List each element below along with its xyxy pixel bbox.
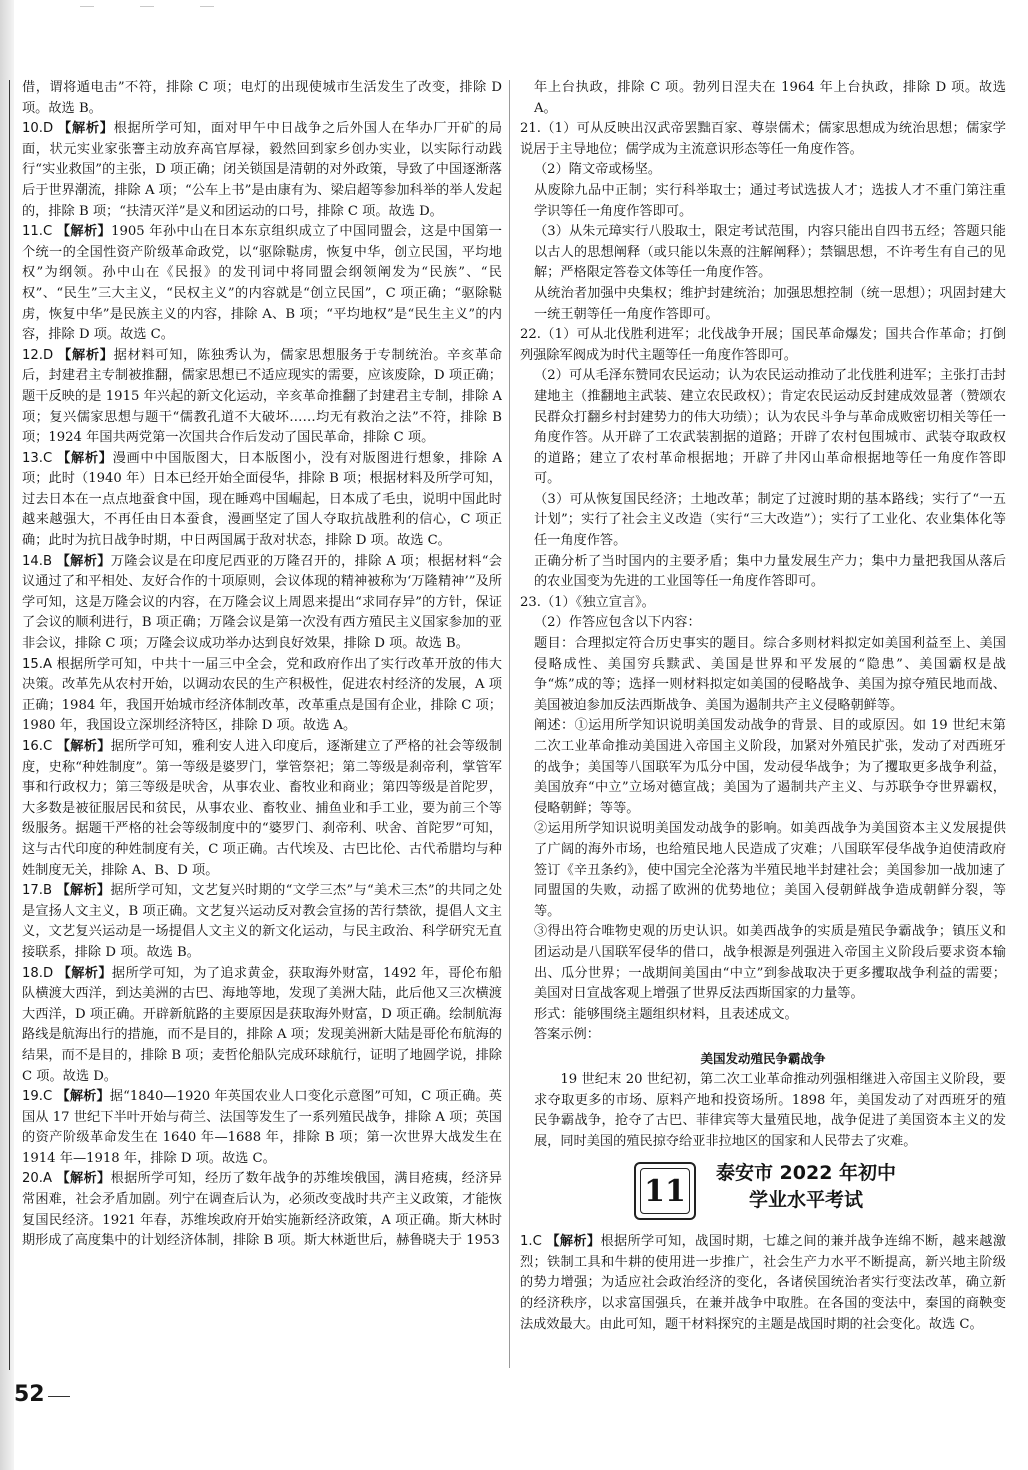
answer-text: 根据所学可知，战国时期，七雄之间的兼并战争连绵不断，越来越激烈；铁制工具和牛耕的使用进一步推广，社会生产力水平不断提高，新兴地主阶级的势力增强；为适应社会政治经济的变化，各诸侯国统治者实行变法改革，确立新的经济秩序，以求富国强兵，在兼并战争中取胜。在各国的变法中，秦国的商鞅变法成效最大。由此可知，题干材料探究的主题是战国时期的社会变化。故选 C。 xyxy=(520,1234,1006,1332)
q22-part: 正确分析了当时国内的主要矛盾；集中力量发展生产力；集中力量把我国从落后的农业国变为先进的工业国等任一角度作答即可。 xyxy=(534,553,1006,590)
answer-text: 据所学可知，文艺复兴时期的“文学三杰”与“美术三杰”的共同之处是宣扬人文主义，B 项正确。文艺复兴运动反对教会宣扬的苦行禁欲，提倡人文主义，文艺复兴运动是一场提倡人文主义的新文化运动，与民主政治、科学研究无直接联系，排除 D 项。故选 B。 xyxy=(22,883,502,960)
exam-title-line1: 泰安市 2022 年初中 xyxy=(715,1162,897,1185)
answer-text: 据“1840—1920 年英国农业人口变化示意图”可知，C 项正确。英国从 17 世纪下半叶开始与荷兰、法国等发生了一系列殖民战争，排除 A 项；英国的资产阶级革命发生在 1640 年—1688 年，排除 B 项；第一次世界大战发生在 1914 年—1918 年，排除 D 项。故选 C。 xyxy=(22,1089,502,1166)
answer-number: 15.A xyxy=(22,656,52,672)
answer-number: 10.D xyxy=(22,121,54,137)
q23-part: 题目：合理拟定符合历史事实的题目。综合多则材料拟定如美国利益至上、美国侵略成性、美国穷兵黩武、美国是世界和平发展的“隐患”、美国霸权是战争“炼”成的等；选择一则材料拟定如美国的侵略战争、美国为掠夺殖民地而战、美国被迫参加反法西斯战争、美国为遏制共产主义侵略朝鲜等。 xyxy=(534,636,1006,713)
answer-item-12 xyxy=(22,346,502,449)
q22-part: （3）可从恢复国民经济；土地改革；制定了过渡时期的基本路线；实行了“一五计划”；实行了社会主义改造（实行“三大改造”）；实行了工业化、农业集体化等任一角度作答。 xyxy=(534,491,1006,549)
answer-number: 20.A xyxy=(22,1171,52,1187)
answer-item-19 xyxy=(22,1087,502,1169)
answer-item-22 xyxy=(520,325,1006,593)
answer-item-15 xyxy=(22,655,502,737)
q23-part: （2）作答应包含以下内容： xyxy=(534,615,701,631)
answer-item-11 xyxy=(22,222,502,346)
q21-part: （3）从朱元璋实行八股取士，限定考试范围，内容只能出自四书五经；答题只能以古人的思想阐释（或只能以朱熹的注解阐释）；禁锢思想，不许考生有自己的见解；严格限定答卷文体等任一角度作答。 xyxy=(534,224,1006,281)
essay-body: 19 世纪末 20 世纪初，第二次工业革命推动列强相继进入帝国主义阶段，要求夺取更多的市场、原料产地和投资场所。1898 年，美国发动了对西班牙的殖民争霸战争，抢夺了古巴、菲律宾等大量殖民地，战争促进了美国资本主义的发展，同时美国的殖民掠夺给亚非拉地区的国家和人民带去了灾难。 xyxy=(534,1071,1006,1149)
analysis-tag: 【解析】 xyxy=(56,553,111,569)
exam-number-badge xyxy=(634,1162,696,1220)
essay-title: 美国发动殖民争霸战争 xyxy=(700,1050,826,1066)
answer-text: 据所学可知，雅利安人进入印度后，逐渐建立了严格的社会等级制度，史称“种姓制度”。第一等级是婆罗门，掌管祭祀；第二等级是刹帝利，掌管军事和行政权力；第三等级是吠舍，从事农业、畜牧业和商业；第四等级是首陀罗，大多数是被征服居民和贫民，从事农业、畜牧业、捕鱼业和手工业，要为前三个等级服务。据题干严格的社会等级制度中的“婆罗门、刹帝利、吠舍、首陀罗”可知，这与古代印度的种姓制度有关，C 项正确。古代埃及、古巴比伦、古代希腊均与种姓制度无关，排除 A、B、D 项。 xyxy=(22,739,502,878)
analysis-tag: 【解析】 xyxy=(56,224,112,240)
answer-number: 14.B xyxy=(22,553,53,569)
page-number-rule xyxy=(48,1396,70,1397)
q21-part: 从废除九品中正制；实行科举取士；通过考试选拔人才；选拔人才不重门第注重学识等任一角度作答即可。 xyxy=(534,182,1006,219)
answer-text: 根据所学可知，经历了数年战争的苏维埃俄国，满目疮痍，经济异常困难，社会矛盾加剧。列宁在调查后认为，必须改变战时共产主义政策，才能恢复国民经济。1921 年春，苏维埃政府开始实施新经济政策，A 项正确。斯大林时期形成了高度集中的计划经济体制，排除 B 项。斯大林逝世后，赫鲁晓夫于 1953 xyxy=(22,1171,502,1249)
analysis-tag: 【解析】 xyxy=(546,1234,601,1250)
answer-text: 漫画中中国版图大，日本版图小，没有对版图进行想象，排除 A 项；此时（1940 年）日本已经开始全面侵华，排除 B 项；根据材料及所学可知，过去日本在一点点地蚕食中国，现在睡鸡中国崛起，日本成了毛虫，说明中国此时越来越强大，不再任由日本蚕食，漫画坚定了国人夺取抗战胜利的信心，C 项正确；此时为抗日战争时期，中日两国属于敌对状态，排除 D 项。故选 C。 xyxy=(22,450,502,549)
analysis-tag: 【解析】 xyxy=(58,347,114,363)
answer-continuation: 年上台执政，排除 C 项。勃列日涅夫在 1964 年上台执政，排除 D 项。故选 A。 xyxy=(534,80,1006,116)
column-divider xyxy=(509,80,510,1368)
analysis-tag: 【解析】 xyxy=(58,121,114,137)
analysis-tag: 【解析】 xyxy=(57,965,112,981)
q23-part: 答案示例： xyxy=(534,1027,600,1043)
analysis-tag: 【解析】 xyxy=(56,739,111,754)
exam-banner xyxy=(520,1158,1006,1224)
analysis-tag: 【解析】 xyxy=(57,450,113,466)
exam-title-line2: 学业水平考试 xyxy=(748,1189,863,1212)
page-number: 52 xyxy=(14,1382,45,1407)
answer-item-17 xyxy=(22,881,502,963)
answer-number: 12.D xyxy=(22,347,54,363)
answer-text: 据所学可知，为了追求黄金，获取海外财富，1492 年，哥伦布船队横渡大西洋，到达美洲的古巴、海地等地，发现了美洲大陆，此后他又三次横渡大西洋，D 项正确。开辟新航路的主要原因是获取海外财富，D 项正确。绘制航海路线是航海出行的措施，而不是目的，排除 A 项；发现美洲新大陆是哥伦布航海的结果，而不是目的，排除 B 项；麦哲伦船队完成环球航行，证明了地圆学说，排除 C 项。故选 D。 xyxy=(22,965,502,1084)
answer-item-1 xyxy=(520,1232,1006,1335)
answer-text: 根据所学可知，中共十一届三中全会，党和政府作出了实行改革开放的伟大决策。改革先从农村开始，以调动农民的生产积极性，促进农村经济的发展，A 项正确；1984 年，我国开始城市经济体制改革，改革重点是国有企业，排除 C 项；1980 年，我国设立深圳经济特区，排除 D 项。故选 A。 xyxy=(22,656,502,734)
answer-item-23 xyxy=(520,593,1006,1046)
answer-number: 17.B xyxy=(22,883,53,899)
answer-number: 1.C xyxy=(520,1234,542,1250)
answer-item-10 xyxy=(22,119,502,222)
q22-part: 22.（1）可从北伐胜利进军；北伐战争开展；国民革命爆发；国共合作革命；打倒列强除军阀成为时代主题等任一角度作答即可。 xyxy=(520,327,1006,363)
q21-part: （2）隋文帝或杨坚。 xyxy=(534,162,662,178)
right-column xyxy=(520,78,1006,1335)
analysis-tag: 【解析】 xyxy=(56,1089,110,1105)
answer-item xyxy=(22,78,502,119)
answer-item-18 xyxy=(22,964,502,1088)
answer-text: 根据所学可知，面对甲午中日战争之后外国人在华办厂开矿的局面，状元实业家张謇主动放弃高官厚禄，毅然回到家乡创办实业，以实际行动践行“实业救国”的主张，D 项正确；闭关锁国是清朝的对外政策，导致了中国逐渐落后于世界潮流，排除 A 项；“公车上书”是由康有为、梁启超等参加科举的举人发起的，排除 B 项；“扶清灭洋”是义和团运动的口号，排除 C 项。故选 D。 xyxy=(22,121,502,219)
exam-title xyxy=(706,1160,906,1214)
left-column xyxy=(22,78,502,1252)
answer-text: 1905 年孙中山在日本东京组织成立了中国同盟会，这是中国第一个统一的全国性资产阶级革命政党，以“驱除鞑虏，恢复中华，创立民国，平均地权”为纲领。孙中山在《民报》的发刊词中将同盟会纲领阐发为“民族”、“民权”、“民生”三大主义，“民权主义”的内容就是“创立民国”，C 项正确；“驱除鞑虏，恢复中华”是民族主义的内容，排除 A、B 项；“平均地权”是“民生主义”的内容，排除 D 项。故选 C。 xyxy=(22,224,502,343)
gutter-rule xyxy=(9,80,10,1370)
scan-marks xyxy=(80,6,280,12)
q21-part: 从统治者加强中央集权；维护封建统治；加强思想控制（统一思想）；巩固封建大一统王朝等任一角度作答即可。 xyxy=(534,285,1006,322)
answer-item-20 xyxy=(22,1169,502,1251)
answer-text: 借，谓将遁电击”不符，排除 C 项；电灯的出现使城市生活发生了改变，排除 D 项。故选 B。 xyxy=(22,80,502,116)
answer-number: 13.C xyxy=(22,450,53,466)
q23-part: 阐述：①运用所学知识说明美国发动战争的背景、目的或原因。如 19 世纪末第二次工业革命推动美国进入帝国主义阶段，加紧对外殖民扩张，发动了对西班牙的战争；美国等八国联军为瓜分中国，发动侵华战争；为了攫取更多战争利益，美国放弃“中立”立场对德宣战；美国为了遏制共产主义、与苏联争夺世界霸权，侵略朝鲜；等等。 xyxy=(534,718,1006,816)
q23-part: 形式：能够围绕主题组织材料，且表述成文。 xyxy=(534,1006,798,1022)
binding-gutter xyxy=(0,0,14,1470)
q23-part: ③得出符合唯物史观的历史认识。如美西战争的实质是殖民争霸战争；镇压义和团运动是八国联军侵华的借口，战争根源是列强进入帝国主义阶段后要求资本输出、瓜分世界；一战期间美国由“中立”到参战取决于更多攫取战争利益的需要；美国对日宣战客观上增强了世界反法西斯国家的力量等。 xyxy=(534,924,1006,1002)
answer-number: 16.C xyxy=(22,739,53,754)
analysis-tag: 【解析】 xyxy=(56,883,111,899)
analysis-tag: 【解析】 xyxy=(56,1171,111,1187)
answer-text: 据材料可知，陈独秀认为，儒家思想服务于专制统治。辛亥革命后，封建君主专制被推翻，儒家思想已不适应现实的需要，应该废除，D 项正确；题干反映的是 1915 年兴起的新文化运动，辛亥革命推翻了封建君主专制，排除 A 项；复兴儒家思想与题干“儒教孔道不大破坏……均无有救治之法”不符，排除 B 项；1924 年国共两党第一次国共合作后发动了国民革命，排除 C 项。 xyxy=(22,347,502,446)
answer-item-21 xyxy=(520,119,1006,325)
answer-number: 11.C xyxy=(22,224,53,240)
q23-part: ②运用所学知识说明美国发动战争的影响。如美西战争为美国资本主义发展提供了广阔的海外市场，也给殖民地人民造成了灾难；八国联军侵华战争迫使清政府签订《辛丑条约》，使中国完全沦落为半殖民地半封建社会；美国参加一战加速了同盟国的失败，动摇了欧洲的优势地位；美国入侵朝鲜战争造成朝鲜分裂，等等。 xyxy=(534,821,1006,919)
q22-part: （2）可从毛泽东赞同农民运动；认为农民运动推动了北伐胜利进军；主张打击封建地主（推翻地主武装、建立农民政权）；肯定农民运动反封建成效显著（赞颂农民群众打翻乡村封建势力的伟大功绩）；认为农民斗争与革命成败密切相关等任一角度作答。从开辟了工农武装割据的道路；开辟了农村包围城市、武装夺取政权的道路；建立了农村革命根据地；开辟了井冈山革命根据地等任一角度作答即可。 xyxy=(534,368,1006,487)
q23-part: 23.（1）《独立宣言》。 xyxy=(520,594,655,610)
answer-item-13 xyxy=(22,449,502,552)
answer-text: 万隆会议是在印度尼西亚的万隆召开的，排除 A 项；根据材料“会议通过了和平相处、友好合作的十项原则，会议体现的精神被称为‘万隆精神’”及所学可知，这是万隆会议的内容，在万隆会议上周恩来提出“求同存异”的方针，保证了会议的顺利进行，B 项正确；万隆会议是第一次没有西方殖民主义国家参加的亚非会议，排除 C 项；万隆会议成功举办达到良好效果，排除 D 项。故选 B。 xyxy=(22,553,502,652)
answer-item-16 xyxy=(22,737,502,881)
answer-number: 18.D xyxy=(22,965,54,981)
exam-number: 11 xyxy=(644,1173,686,1209)
answer-item-14 xyxy=(22,552,502,655)
q21-part: 21.（1）可从反映出汉武帝罢黜百家、尊崇儒术；儒家思想成为统治思想；儒家学说居于主导地位；儒学成为主流意识形态等任一角度作答。 xyxy=(520,121,1006,157)
answer-number: 19.C xyxy=(22,1089,53,1105)
